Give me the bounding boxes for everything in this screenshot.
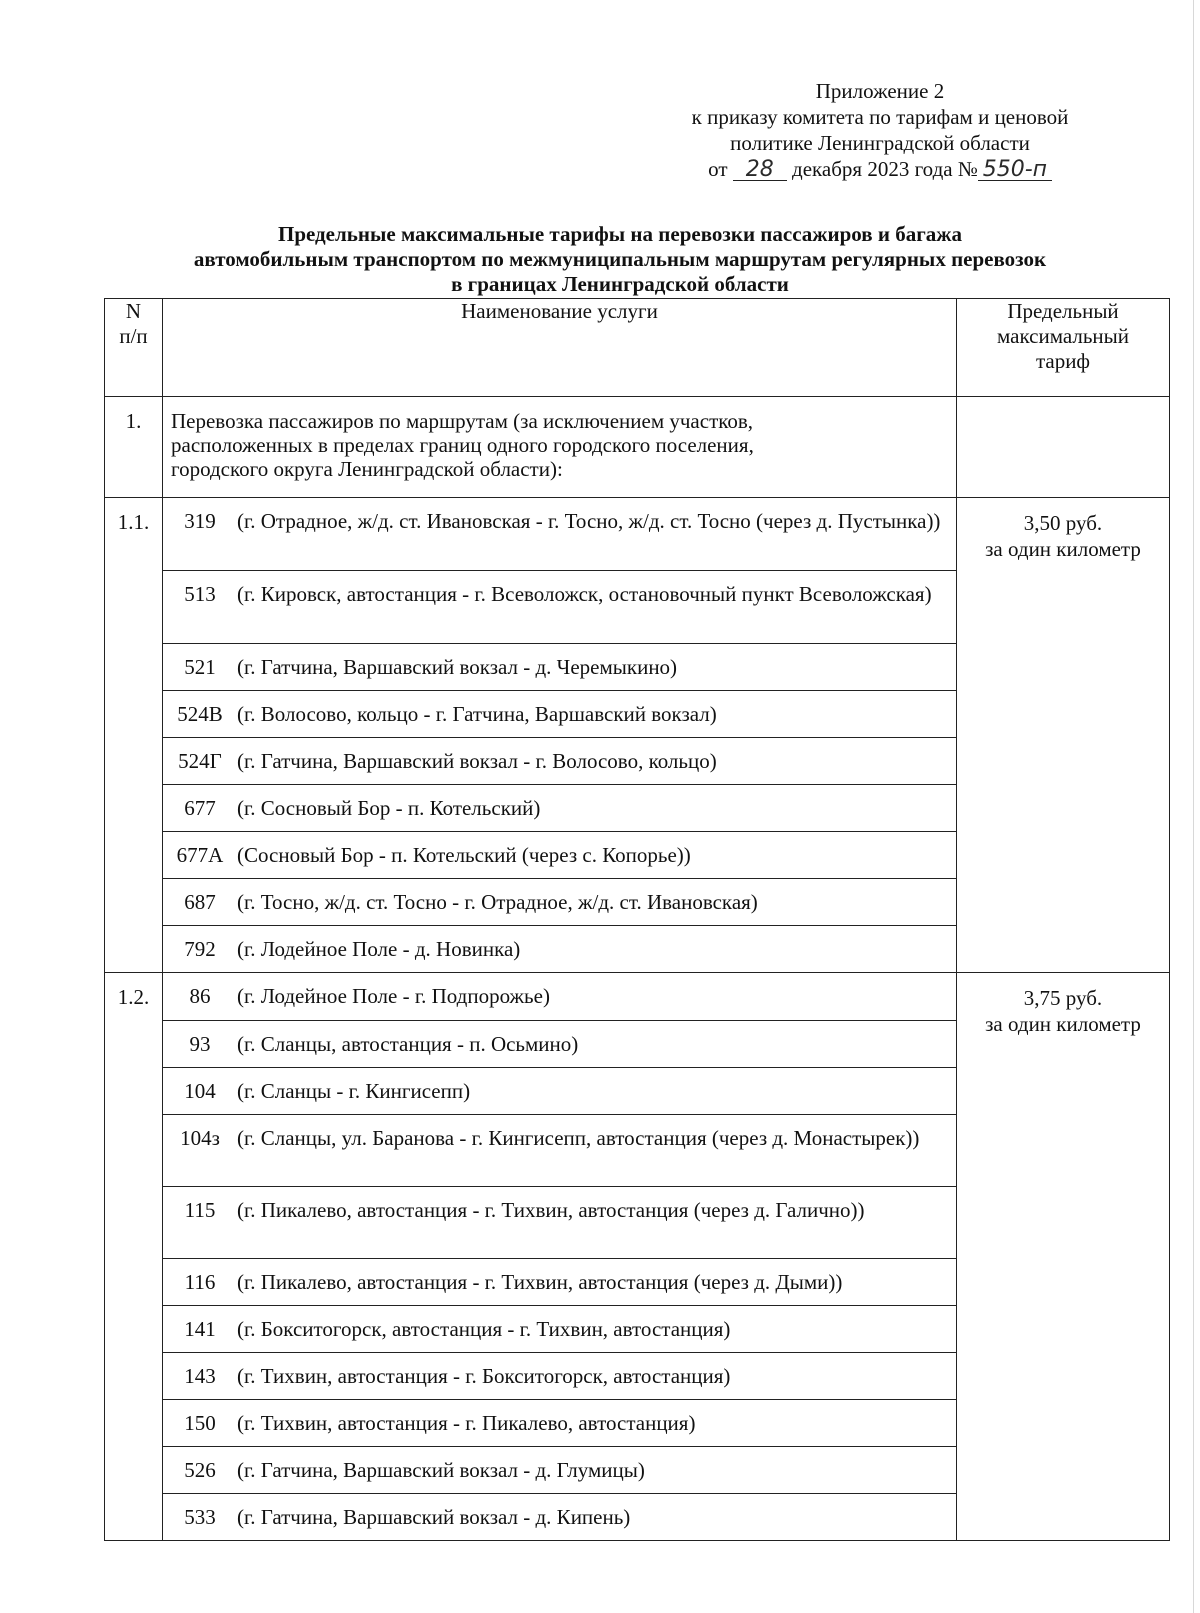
header-number-line-2: п/п: [119, 324, 148, 348]
title-line-3: в границах Ленинградской области: [451, 272, 789, 296]
route-row: [163, 1258, 956, 1305]
title-line-1: Предельные максимальные тарифы на перевозки пассажиров и багажа: [278, 222, 962, 246]
route-description: (г. Сосновый Бор - п. Котельский): [237, 796, 541, 820]
route-description: (г. Сланцы - г. Кингисепп): [237, 1079, 471, 1103]
route-description: (г. Гатчина, Варшавский вокзал - д. Глумицы): [237, 1458, 645, 1482]
route-code: 116: [184, 1270, 216, 1294]
header-tariff-line-3: тариф: [1035, 349, 1091, 373]
route-description: (г. Сланцы, ул. Баранова - г. Кингисепп, автостанция (через д. Монастырек)): [237, 1126, 920, 1150]
route-description: (г. Лодейное Поле - д. Новинка): [237, 937, 521, 961]
route-row: [163, 831, 956, 878]
route-code: 104: [184, 1079, 216, 1103]
route-row: [163, 1305, 956, 1352]
route-description: (г. Гатчина, Варшавский вокзал - г. Волосово, кольцо): [237, 749, 717, 773]
route-row: [163, 1446, 956, 1493]
section-1-text-line-1: Перевозка пассажиров по маршрутам (за исключением участков,: [171, 409, 754, 433]
header-tariff-line-2: максимальный: [997, 324, 1129, 348]
section-1-tariff: [957, 397, 1170, 498]
group-1-2-tariff-value: 3,75 руб.: [1023, 986, 1103, 1010]
document-title: [110, 222, 1130, 297]
route-row: [163, 737, 956, 784]
section-1-text-line-2: расположенных в пределах границ одного городского поселения,: [171, 433, 754, 457]
route-row: [163, 643, 956, 690]
table-header-row: [105, 299, 1170, 397]
title-line-2: автомобильным транспортом по межмуниципальным маршрутам регулярных перевозок: [193, 247, 1047, 271]
route-code: 533: [184, 1505, 216, 1529]
route-description: (г. Гатчина, Варшавский вокзал - д. Кипень): [237, 1505, 631, 1529]
route-description: (г. Пикалево, автостанция - г. Тихвин, автостанция (через д. Дыми)): [237, 1270, 843, 1294]
route-description: (Сосновый Бор - п. Котельский (через с. Копорье)): [237, 843, 691, 867]
route-description: (г. Отрадное, ж/д. ст. Ивановская - г. Тосно, ж/д. ст. Тосно (через д. Пустынка)): [237, 509, 941, 533]
route-description: (г. Сланцы, автостанция - п. Осьмино): [237, 1032, 579, 1056]
header-tariff: [957, 299, 1170, 397]
route-row: [163, 784, 956, 831]
group-1-1-routes: [163, 498, 957, 973]
group-1-1-number: 1.1.: [105, 498, 163, 973]
route-description: (г. Лодейное Поле - г. Подпорожье): [237, 984, 550, 1008]
route-row: [163, 1399, 956, 1446]
section-1-text: [163, 397, 957, 498]
group-1-1-tariff: [957, 498, 1170, 973]
route-code: 792: [184, 937, 216, 961]
route-code: 150: [184, 1411, 216, 1435]
appendix-line-2: к приказу комитета по тарифам и ценовой: [691, 105, 1069, 129]
group-1-2-tariff-unit: за один километр: [985, 1012, 1141, 1036]
date-middle: декабря 2023 года №: [792, 157, 978, 181]
header-number: [105, 299, 163, 397]
scan-edge: [1193, 0, 1200, 1613]
route-description: (г. Бокситогорск, автостанция - г. Тихвин, автостанция): [237, 1317, 731, 1341]
route-row: [163, 1186, 956, 1258]
route-description: (г. Тосно, ж/д. ст. Тосно - г. Отрадное, ж/д. ст. Ивановская): [237, 890, 758, 914]
group-1-2-tariff: [957, 973, 1170, 1541]
route-row: [163, 570, 956, 643]
route-row: [163, 498, 956, 570]
handwritten-number: 550-п: [978, 160, 1052, 181]
appendix-line-3: политике Ленинградской области: [730, 131, 1030, 155]
section-1-number: 1.: [105, 397, 163, 498]
route-code: 104з: [180, 1126, 220, 1150]
tariff-table: [104, 298, 1170, 1541]
route-row: [163, 1067, 956, 1114]
route-code: 677: [184, 796, 216, 820]
group-1-2-routes: [163, 973, 957, 1541]
route-code: 524Г: [178, 749, 222, 773]
group-1-2-number: 1.2.: [105, 973, 163, 1541]
route-description: (г. Тихвин, автостанция - г. Пикалево, автостанция): [237, 1411, 696, 1435]
route-code: 86: [189, 984, 211, 1008]
route-description: (г. Кировск, автостанция - г. Всеволожск, остановочный пункт Всеволожская): [237, 582, 932, 606]
route-code: 143: [184, 1364, 216, 1388]
group-1-1-tariff-unit: за один километр: [985, 537, 1141, 561]
header-service-name: Наименование услуги: [163, 299, 957, 397]
route-row: [163, 1020, 956, 1067]
route-code: 521: [184, 655, 216, 679]
route-row: [163, 1352, 956, 1399]
route-code: 524В: [177, 702, 223, 726]
appendix-line-1: Приложение 2: [815, 79, 945, 103]
group-1-1-row: [105, 498, 1170, 973]
route-description: (г. Пикалево, автостанция - г. Тихвин, автостанция (через д. Галично)): [237, 1198, 865, 1222]
header-tariff-line-1: Предельный: [1007, 299, 1119, 323]
route-code: 115: [184, 1198, 216, 1222]
route-description: (г. Тихвин, автостанция - г. Бокситогорск, автостанция): [237, 1364, 731, 1388]
route-code: 526: [184, 1458, 216, 1482]
date-prefix: от: [708, 157, 728, 181]
route-code: 513: [184, 582, 216, 606]
route-description: (г. Гатчина, Варшавский вокзал - д. Черемыкино): [237, 655, 678, 679]
group-1-2-row: [105, 973, 1170, 1541]
route-code: 93: [189, 1032, 211, 1056]
section-1-row: [105, 397, 1170, 498]
route-row: [163, 878, 956, 925]
route-code: 677А: [176, 843, 224, 867]
header-number-line-1: N: [125, 299, 142, 323]
group-1-1-tariff-value: 3,50 руб.: [1023, 511, 1103, 535]
route-row: [163, 1114, 956, 1186]
route-code: 687: [184, 890, 216, 914]
handwritten-day: 28: [733, 160, 787, 181]
section-1-text-line-3: городского округа Ленинградской области):: [171, 457, 563, 481]
route-row: [163, 690, 956, 737]
route-row: [163, 1493, 956, 1540]
route-description: (г. Волосово, кольцо - г. Гатчина, Варшавский вокзал): [237, 702, 717, 726]
appendix-date-line: [620, 156, 1140, 182]
route-row: [163, 925, 956, 972]
route-row: [163, 973, 956, 1020]
route-code: 141: [184, 1317, 216, 1341]
appendix-block: [620, 78, 1140, 182]
route-code: 319: [184, 509, 216, 533]
